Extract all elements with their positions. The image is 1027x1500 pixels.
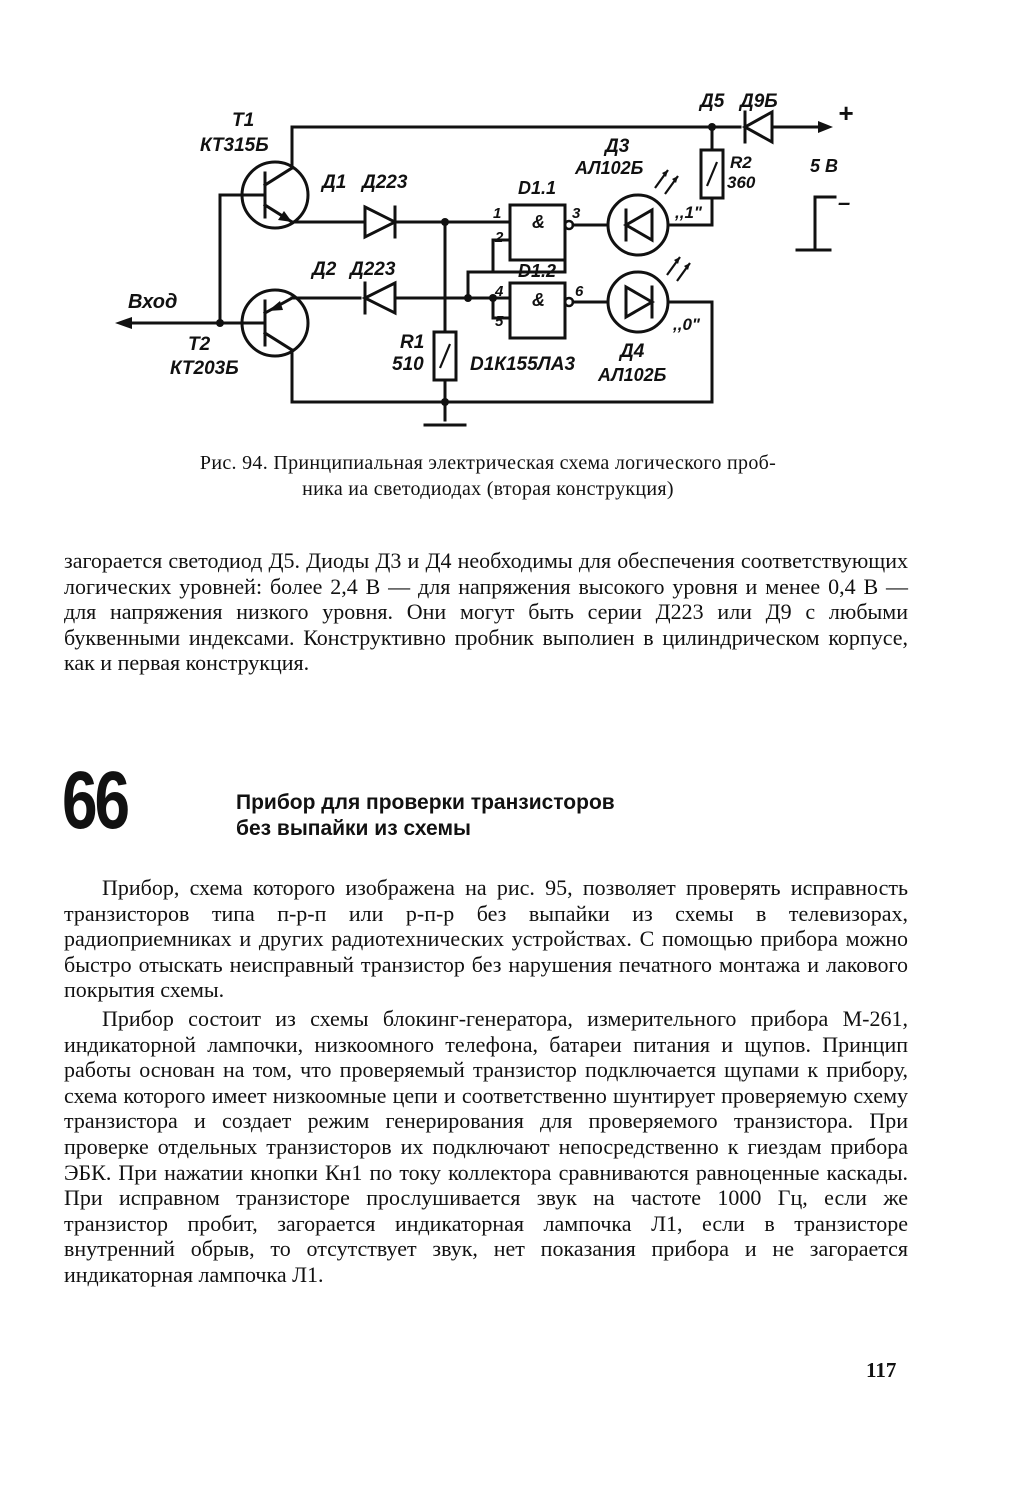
label-and-1: & [532, 212, 545, 232]
label-d5: Д5 [700, 91, 725, 112]
page-number: 117 [866, 1358, 897, 1382]
label-r2: R2 [730, 153, 752, 172]
label-input: Вход [128, 291, 178, 313]
label-pin6: 6 [575, 283, 584, 300]
label-led-one: ,,1" [675, 203, 702, 222]
label-pin4: 4 [495, 283, 504, 300]
diode-d5 [712, 112, 833, 142]
label-t2-type: КТ203Б [170, 358, 239, 379]
figure-caption [128, 450, 848, 502]
label-dd1-type: D1К155ЛА3 [470, 354, 576, 375]
label-pin1: 1 [493, 205, 502, 222]
circuit-schematic [100, 70, 900, 440]
resistor-r1 [434, 332, 456, 420]
label-pin2: 2 [495, 229, 504, 246]
label-t1: T1 [232, 110, 255, 131]
label-d4-type: АЛ102Б [598, 365, 667, 385]
label-d2: Д2 [312, 259, 337, 280]
label-d3: Д3 [605, 136, 630, 157]
label-d1-1: D1.1 [518, 178, 557, 198]
label-plus: + [838, 98, 854, 128]
paragraph-description: Прибор состоит из схемы блокинг-генератора, измерительного прибора М-261, индикаторной лампочки, низкоомного телефона, батареи питания и щупов. Принцип работы основан на том, что проверяемый транзистор подключается щупами к прибору, схема которого имеет низкоомные цепи и соответственно шунтирует проверяемую схему транзистора и создает режим генерирования для проверяемого транзистора. При проверке отдельных транзисторов их подключают непосредственно к гиездам прибора ЭБК. При нажатии кнопки Кн1 по току коллектора сравниваются равноценные каскады. При исправном транзисторе прослушивается звук на частоте 1000 Гц, если же транзистор пробит, загорается индикаторная лампочка Л1, если в транзисторе внутренний обрыв, то отсутствует звук, нет показания прибора и не загорается индикаторная лампочка Л1. [64, 1006, 908, 1287]
junction [464, 294, 472, 302]
label-r1-val: 510 [392, 354, 424, 375]
resistor-r2 [701, 127, 723, 225]
caption-line-1: Рис. 94. Принципиальная электрическая схема логического проб- [199, 452, 777, 474]
label-d3-type: АЛ102Б [575, 158, 644, 178]
supply-symbol [797, 197, 835, 250]
label-pin5: 5 [495, 313, 504, 330]
label-led-zero: ,,0" [673, 315, 700, 334]
input-lead [115, 317, 220, 329]
paragraph-intro: Прибор, схема которого изображена на рис. 95, позволяет проверять исправность транзисторов типа п-р-п или р-п-р без выпайки из схемы в телевизорах, радиоприемниках и других радиотехнических устройствах. С помощью прибора можно быстро отыскать неисправный транзистор без нарушения печатного монтажа и лакового покрытия схемы. [64, 875, 908, 1003]
junction [441, 218, 449, 226]
label-voltage: 5 В [810, 156, 839, 176]
label-pin3: 3 [572, 205, 581, 222]
label-d1-2: D1.2 [518, 261, 557, 281]
section-title-line-2: без выпайки из схемы [236, 817, 471, 840]
section-number: 66 [62, 755, 127, 846]
label-r2-val: 360 [727, 173, 756, 192]
label-t1-type: КТ315Б [200, 135, 269, 156]
label-d1: Д1 [322, 172, 347, 193]
label-and-2: & [532, 290, 545, 310]
caption-line-2: ника иа светодиодах (вторая конструкция) [302, 478, 674, 500]
label-d2-type: Д223 [350, 259, 396, 280]
label-r1: R1 [400, 332, 425, 353]
label-minus: – [838, 190, 851, 215]
section-title-line-1: Прибор для проверки транзисторов [236, 791, 615, 814]
label-d4: Д4 [620, 341, 645, 362]
paragraph-continuation: загорается светодиод Д5. Диоды Д3 и Д4 необходимы для обеспечения соответствующих логических уровней: более 2,4 В — для напряжения высокого уровня и менее 0,4 В — для напряжения низкого уровня. Они могут быть серии Д223 или Д9 с любыми буквенными индексами. Конструктивно пробник выполиен в цилиндрическом корпусе, как и первая конструкция. [64, 548, 908, 676]
junction [441, 398, 449, 406]
label-d1-type: Д223 [362, 172, 408, 193]
label-t2: T2 [188, 334, 211, 355]
label-d5-type: Д9Б [740, 91, 778, 112]
section-title [236, 790, 615, 842]
diode-d1 [365, 207, 505, 237]
